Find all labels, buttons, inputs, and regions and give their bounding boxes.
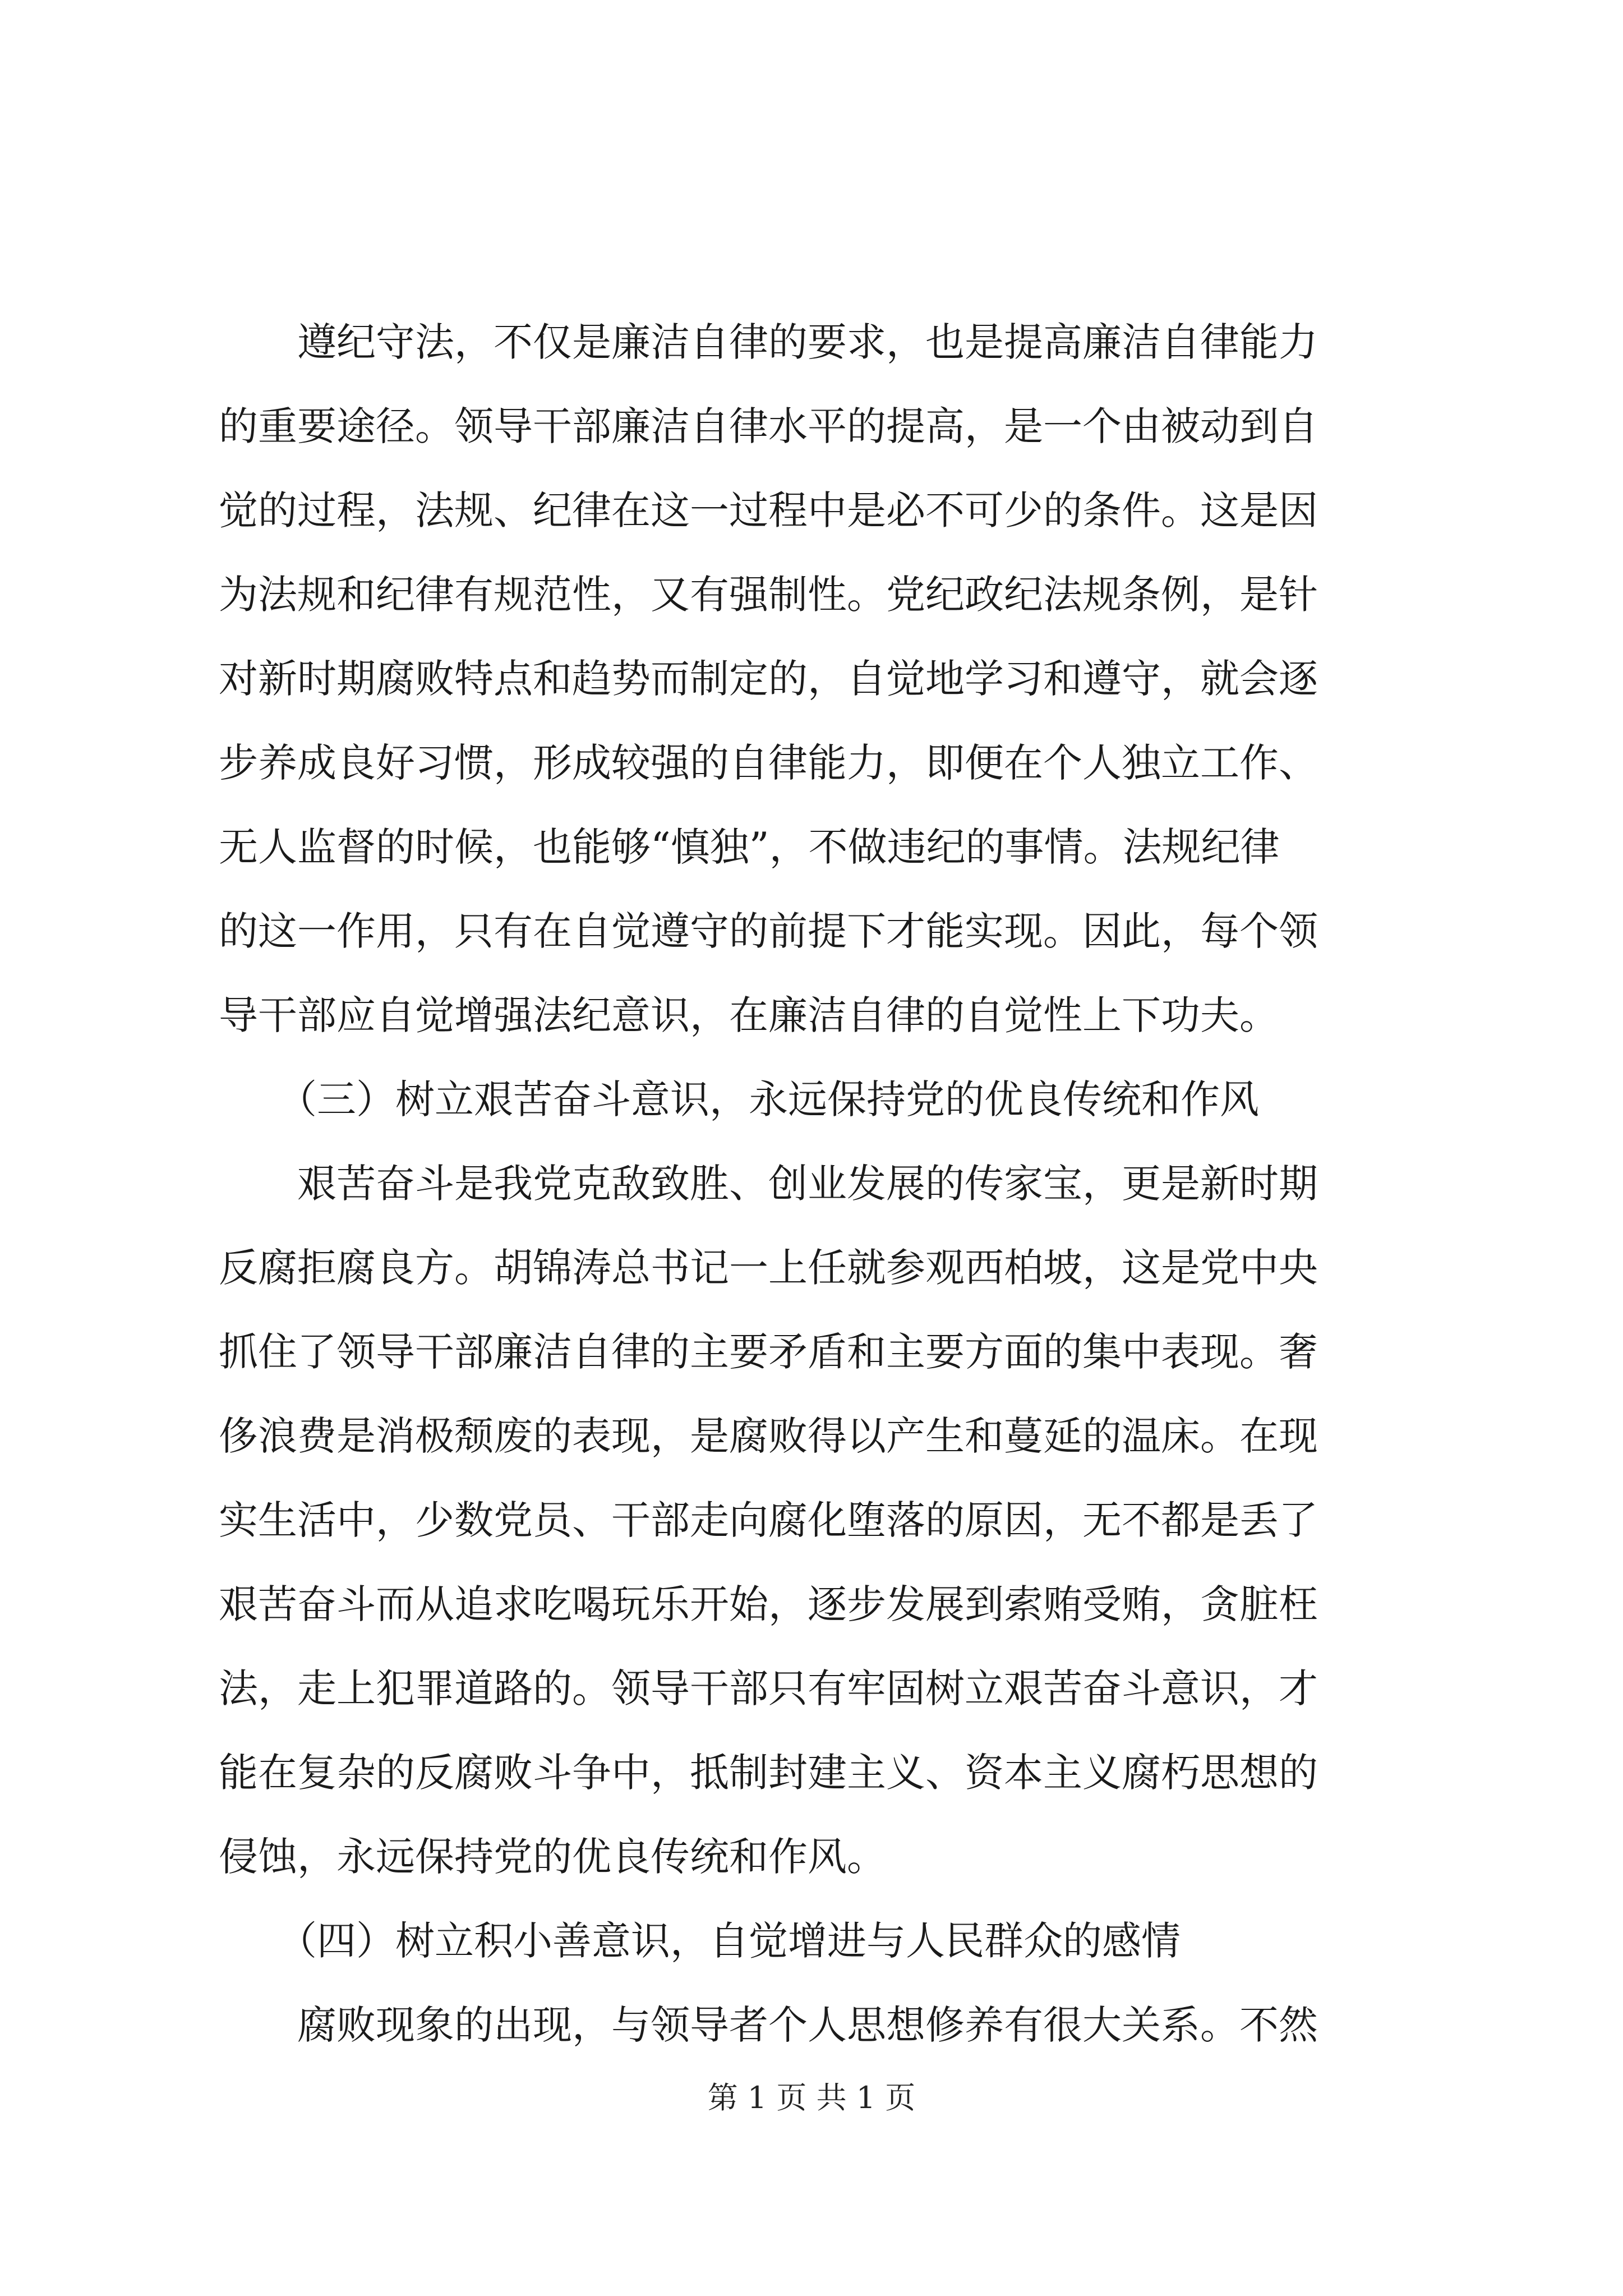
section-heading: （三）树立艰苦奋斗意识，永远保持党的优良传统和作风 xyxy=(219,1076,1259,1122)
text-line: 抓住了领导干部廉洁自律的主要矛盾和主要方面的集中表现。奢 xyxy=(219,1329,1318,1375)
text-line: 艰苦奋斗而从追求吃喝玩乐开始，逐步发展到索贿受贿，贪脏枉 xyxy=(219,1581,1318,1627)
text-line: 的重要途径。领导干部廉洁自律水平的提高，是一个由被动到自 xyxy=(219,403,1318,449)
text-line: 遵纪守法，不仅是廉洁自律的要求，也是提高廉洁自律能力 xyxy=(219,319,1318,365)
text-line: 的这一作用，只有在自觉遵守的前提下才能实现。因此，每个领 xyxy=(219,908,1318,954)
document-body xyxy=(219,300,1419,2067)
text-line: 腐败现象的出现，与领导者个人思想修养有很大关系。不然 xyxy=(219,2002,1318,2048)
page-footer: 第 1 页 共 1 页 xyxy=(707,2080,916,2115)
text-line: 觉的过程，法规、纪律在这一过程中是必不可少的条件。这是因 xyxy=(219,487,1318,533)
text-line: 实生活中，少数党员、干部走向腐化堕落的原因，无不都是丢了 xyxy=(219,1497,1318,1543)
text-line: 步养成良好习惯，形成较强的自律能力，即便在个人独立工作、 xyxy=(219,740,1318,786)
text-line: 能在复杂的反腐败斗争中，抵制封建主义、资本主义腐朽思想的 xyxy=(219,1750,1318,1796)
text-line: 侵蚀，永远保持党的优良传统和作风。 xyxy=(219,1834,886,1880)
text-line: 反腐拒腐良方。胡锦涛总书记一上任就参观西柏坡，这是党中央 xyxy=(219,1245,1318,1291)
text-line: 艰苦奋斗是我党克敌致胜、创业发展的传家宝，更是新时期 xyxy=(219,1161,1318,1207)
text-line: 无人监督的时候，也能够“慎独”，不做违纪的事情。法规纪律 xyxy=(219,824,1280,870)
text-line: 侈浪费是消极颓废的表现，是腐败得以产生和蔓延的温床。在现 xyxy=(219,1413,1318,1459)
text-line: 导干部应自觉增强法纪意识，在廉洁自律的自觉性上下功夫。 xyxy=(219,992,1279,1038)
text-line: 法，走上犯罪道路的。领导干部只有牢固树立艰苦奋斗意识，才 xyxy=(219,1665,1318,1711)
text-line: 对新时期腐败特点和趋势而制定的，自觉地学习和遵守，就会逐 xyxy=(219,656,1318,702)
text-line: 为法规和纪律有规范性，又有强制性。党纪政纪法规条例，是针 xyxy=(219,572,1318,618)
section-heading: （四）树立积小善意识，自觉增进与人民群众的感情 xyxy=(219,1918,1181,1964)
